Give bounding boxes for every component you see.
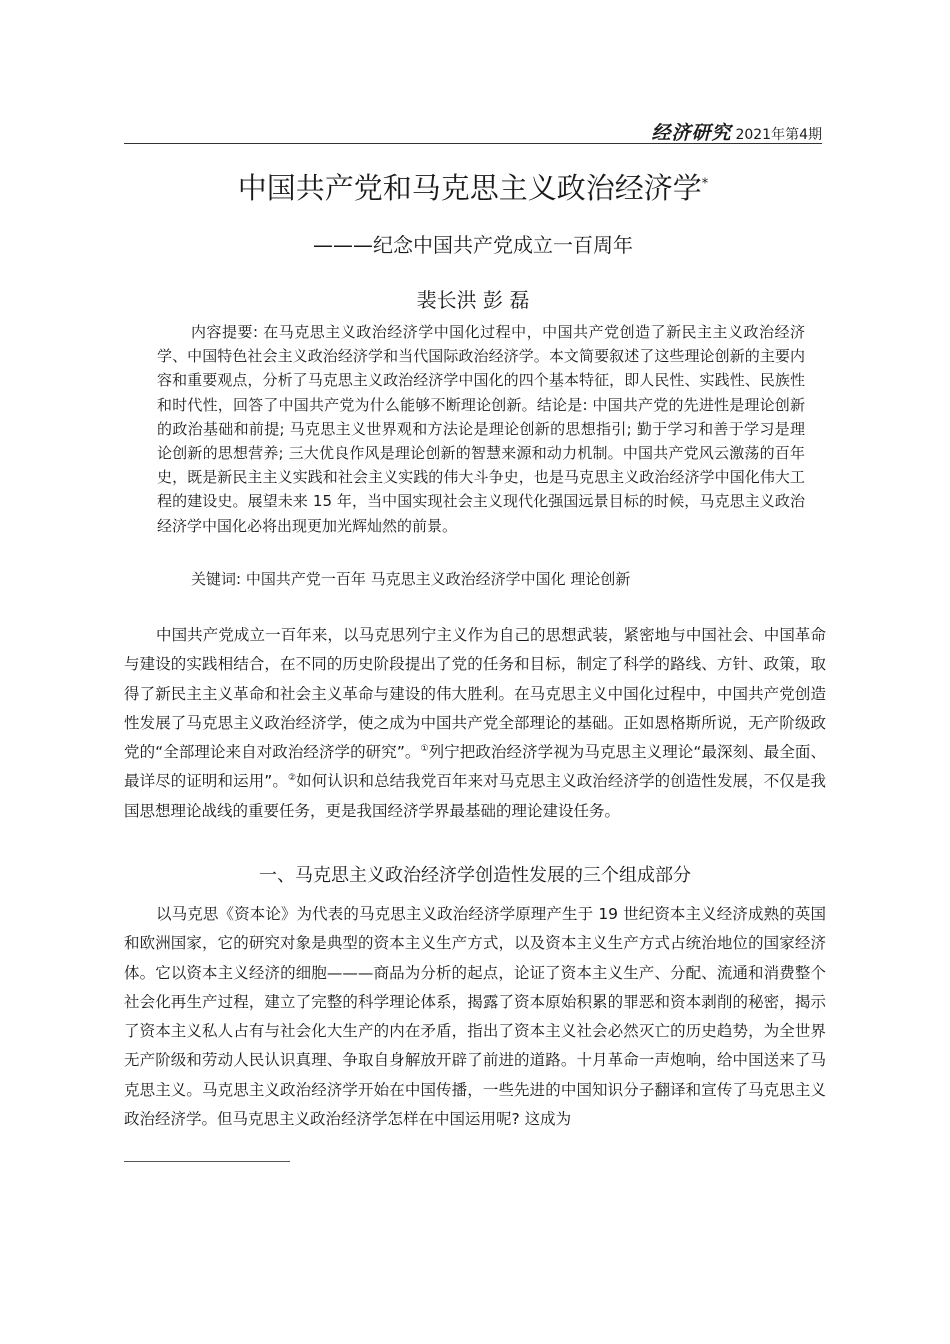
intro-text-b: 列宁把政治经济学视为马克思主义理论“最深刻、最全面、最详尽的证明和运用”。 xyxy=(124,743,826,791)
footnote-divider xyxy=(124,1161,290,1162)
article-subtitle: ———纪念中国共产党成立一百周年 xyxy=(313,233,633,257)
footnote-ref-2[interactable]: ② xyxy=(287,773,297,784)
authors: 裴长洪 彭 磊 xyxy=(416,288,530,312)
abstract-label: 内容提要: xyxy=(191,323,259,341)
keywords-label: 关键词: xyxy=(191,570,242,588)
footnote-ref-1[interactable]: ① xyxy=(420,744,429,755)
issue-label: 2021年第4期 xyxy=(735,127,822,143)
section-heading-1: 一、马克思主义政治经济学创造性发展的三个组成部分 xyxy=(259,865,691,886)
abstract-text: 在马克思主义政治经济学中国化过程中，中国共产党创造了新民主主义政治经济学、中国特色社会主义政治经济学和当代国际政治经济学。本文简要叙述了这些理论创新的主要内容和重要观点，分析了马克思主义政治经济学中国化的四个基本特征，即人民性、实践性、民族性和时代性，回答了中国共产党为什么能够不断理论创新。结论是: 中国共产党的先进性是理论创新的政治基础和前提; 马克思主义世界观和方法论是理论创新的思想指引; 勤于学习和善于学习是理论创新的思想营养; 三大优良作风是理论创新的智慧来源和动力机制。中国共产党风云激荡的百年史，既是新民主主义实践和社会主义实践的伟大斗争史，也是马克思主义政治经济学中国化伟大工程的建设史。展望未来 15 年，当中国实现社会主义现代化强国远景目标的时候，马克思主义政治经济学中国化必将出现更加光辉灿然的前景。 xyxy=(157,323,805,535)
journal-logo: 经济研究 xyxy=(651,122,732,144)
abstract xyxy=(157,320,805,538)
body-paragraph-section1: 以马克思《资本论》为代表的马克思主义政治经济学原理产生于 19 世纪资本主义经济成熟的英国和欧洲国家，它的研究对象是典型的资本主义生产方式，以及资本主义生产方式占统治地位的国家经济体。它以资本主义经济的细胞———商品为分析的起点，论证了资本主义生产、分配、流通和消费整个社会化再生产过程，建立了完整的科学理论体系，揭露了资本原始积累的罪恶和资本剥削的秘密，揭示了资本主义私人占有与社会化大生产的内在矛盾，指出了资本主义社会必然灭亡的历史趋势，为全世界无产阶级和劳动人民认识真理、争取自身解放开辟了前进的道路。十月革命一声炮响，给中国送来了马克思主义。马克思主义政治经济学开始在中国传播，一些先进的中国知识分子翻译和宣传了马克思主义政治经济学。但马克思主义政治经济学怎样在中国运用呢? 这成为 xyxy=(124,905,826,1129)
title-footnote-mark: * xyxy=(701,176,709,192)
title-text: 中国共产党和马克思主义政治经济学 xyxy=(237,171,702,205)
intro-text-a: 中国共产党成立一百年来，以马克思列宁主义作为自己的思想武装，紧密地与中国社会、中国革命与建设的实践相结合，在不同的历史阶段提出了党的任务和目标，制定了科学的路线、方针、政策，取得了新民主主义革命和社会主义革命与建设的伟大胜利。在马克思主义中国化过程中，中国共产党创造性发展了马克思主义政治经济学，使之成为中国共产党全部理论的基础。正如恩格斯所说，无产阶级政党的“全部理论来自对政治经济学的研究”。 xyxy=(124,626,826,762)
page-header xyxy=(124,116,822,144)
body-paragraph-intro xyxy=(124,621,826,826)
keywords-text: 中国共产党一百年 马克思主义政治经济学中国化 理论创新 xyxy=(241,570,631,588)
intro-text-c: 如何认识和总结我党百年来对马克思主义政治经济学的创造性发展，不仅是我国思想理论战线的重要任务，更是我国经济学界最基础的理论建设任务。 xyxy=(124,772,826,820)
journal-masthead xyxy=(651,118,822,145)
article-title xyxy=(124,168,822,208)
keywords xyxy=(157,567,805,591)
